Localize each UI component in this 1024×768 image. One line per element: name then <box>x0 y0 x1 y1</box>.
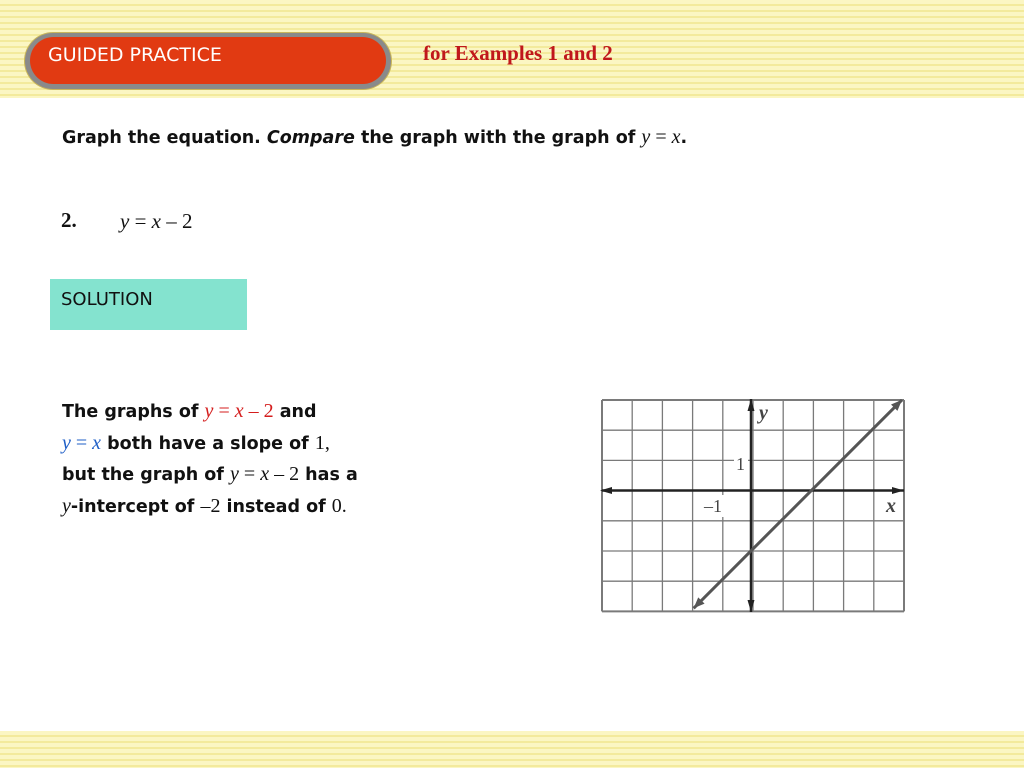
grid <box>602 400 904 611</box>
solution-label: SOLUTION <box>61 289 153 310</box>
equation-y-x: y = x <box>62 431 102 454</box>
y-axis-label: y <box>759 402 768 424</box>
slope-value: 1 <box>314 431 325 454</box>
explanation-line-4 <box>62 491 422 523</box>
instruction-emphasis: Compare <box>266 128 355 148</box>
explanation-text <box>62 396 422 522</box>
equation-y-x-minus-2: y = x – 2 <box>204 400 274 422</box>
explanation-line-1 <box>62 396 422 428</box>
axes <box>600 399 904 612</box>
explanation-has-a: has a <box>299 465 358 485</box>
intercept-value: –2 <box>200 494 221 517</box>
explanation-and: and <box>273 402 317 422</box>
instruction-math-x: x <box>671 126 681 148</box>
equation-y-x-minus-2-b: y = x – 2 <box>230 463 300 485</box>
instruction-part1: Graph the equation. <box>62 128 267 148</box>
examples-reference: for Examples 1 and 2 <box>423 41 613 65</box>
zero-value: 0 <box>331 494 342 517</box>
explanation-text-3: but the graph of <box>62 465 231 485</box>
explanation-intercept: -intercept of <box>70 496 201 517</box>
instruction-text <box>62 124 687 151</box>
explanation-line-2 <box>62 428 422 460</box>
problem-number: 2. <box>61 208 77 232</box>
instruction-part2: the graph with the graph of <box>354 128 642 148</box>
graph-svg <box>600 399 906 614</box>
guided-practice-label: GUIDED PRACTICE <box>48 44 222 66</box>
problem-equation: y = x – 2 <box>120 209 193 233</box>
explanation-text-2: both have a slope of <box>101 433 315 454</box>
period: . <box>341 494 347 517</box>
instruction-math-eq: = <box>650 126 672 148</box>
tick-label-x-minus-1: –1 <box>704 496 722 516</box>
instruction-math-y: y <box>641 126 651 148</box>
explanation-text-1: The graphs of <box>62 402 205 422</box>
coordinate-graph <box>600 399 906 614</box>
tick-label-y-1: 1 <box>736 454 745 474</box>
x-axis-label: x <box>886 495 896 517</box>
explanation-instead: instead of <box>220 496 332 517</box>
explanation-line-3 <box>62 459 422 491</box>
comma: , <box>324 431 330 454</box>
footer-band <box>0 731 1024 768</box>
instruction-period: . <box>680 128 688 148</box>
x-axis-arrow-right <box>892 487 904 494</box>
y-variable: y <box>62 494 71 517</box>
